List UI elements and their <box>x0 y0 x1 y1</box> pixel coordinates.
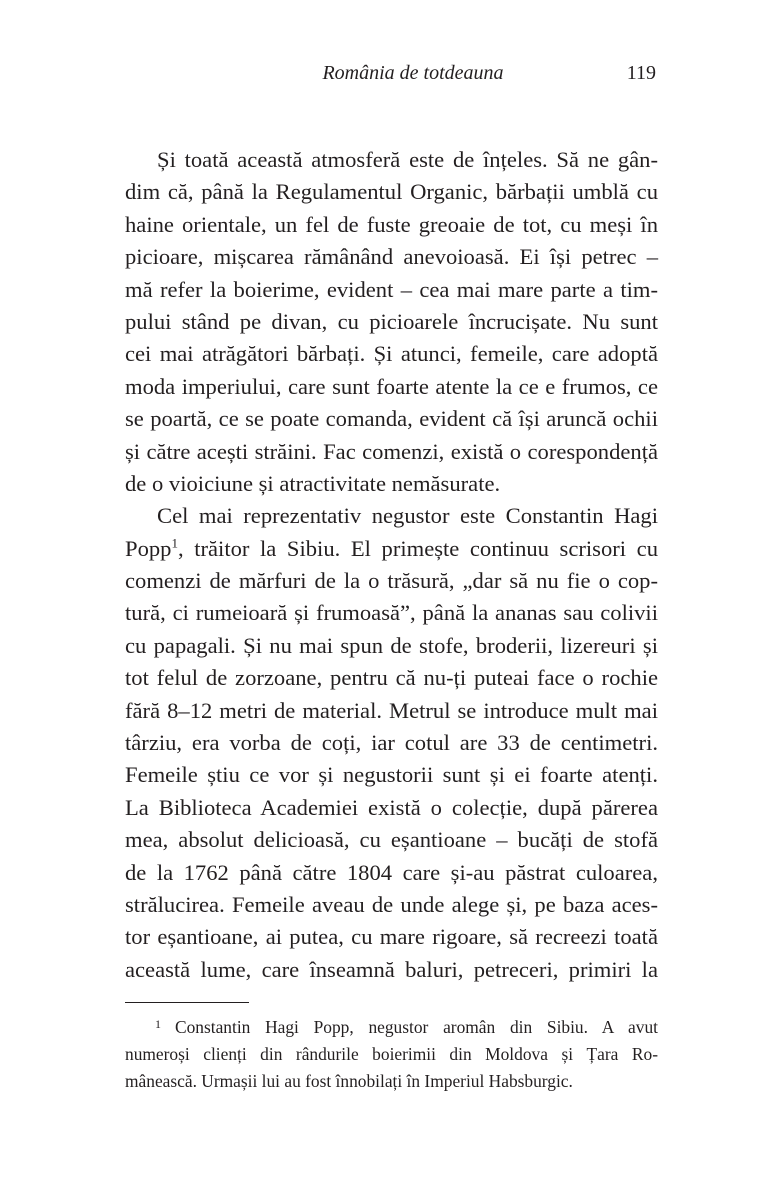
text-line: comenzi de mărfuri de la o trăsură, „dar să nu fie o cop- <box>125 568 658 594</box>
text-line: moda imperiului, care sunt foarte atente la ce e frumos, ce <box>125 373 658 399</box>
text-span: Popp <box>125 535 172 561</box>
text-line: La Biblioteca Academiei există o colecție, după părerea <box>125 794 658 820</box>
footnote-line: numeroși clienți din rândurile boierimii din Moldova și Țara Ro- <box>125 1044 658 1064</box>
text-line: această lume, care înseamnă baluri, petreceri, primiri la <box>125 956 658 982</box>
text-line: strălucirea. Femeile aveau de unde alege și, pe baza aces- <box>125 891 658 917</box>
text-line: picioare, mișcarea rămânând anevoioasă. Ei își petrec – <box>125 244 658 270</box>
body-text <box>125 144 658 986</box>
text-line: de la 1762 până către 1804 care și-au păstrat culoarea, <box>125 859 658 885</box>
text-line: târziu, era vorba de coți, iar cotul are 33 de centimetri. <box>125 730 658 756</box>
text-line: Femeile știu ce vor și negustorii sunt și ei foarte atenți. <box>125 762 658 788</box>
text-line: tor eșantioane, ai putea, cu mare rigoare, să recreezi toată <box>125 924 658 950</box>
text-line: dim că, până la Regulamentul Organic, bărbații umblă cu <box>125 179 658 205</box>
footnote-reference[interactable]: 1 <box>171 535 178 551</box>
text-line: mă refer la boierime, evident – cea mai mare parte a tim- <box>125 276 658 302</box>
text-span: , trăitor la Sibiu. El primește continuu scrisori cu <box>177 535 658 561</box>
text-line: de o vioiciune și atractivitate nemăsurate. <box>125 470 501 496</box>
text-span: Constantin Hagi Popp, negustor aromân din Sibiu. A avut <box>175 1017 658 1037</box>
text-line: cu papagali. Și nu mai spun de stofe, broderii, lizereuri și <box>125 632 658 658</box>
footnote-line <box>125 1014 658 1041</box>
text-line: Cel mai reprezentativ negustor este Constantin Hagi <box>157 503 658 529</box>
running-header-title: România de totdeauna <box>322 62 504 84</box>
page-number: 119 <box>626 62 656 84</box>
text-line: fără 8–12 metri de material. Metrul se introduce mult mai <box>125 697 658 723</box>
text-line: mea, absolut delicioasă, cu eșantioane – bucăți de stofă <box>125 827 658 853</box>
text-line: și către acești străini. Fac comenzi, există o corespondență <box>125 438 658 464</box>
text-line: tot felul de zorzoane, pentru că nu-ți puteai face o rochie <box>125 665 658 691</box>
text-line: pului stând pe divan, cu picioarele încrucișate. Nu sunt <box>125 308 658 334</box>
text-line: se poartă, ce se poate comanda, evident că își aruncă ochii <box>125 406 658 432</box>
text-line: tură, ci rumeioară și frumoasă”, până la ananas sau colivii <box>125 600 658 626</box>
footnote-line: mânească. Urmașii lui au fost înnobilați în Imperiul Habsburgic. <box>125 1071 573 1091</box>
text-line: haine orientale, un fel de fuste greoaie de tot, cu meși în <box>125 211 658 237</box>
footnote-separator <box>125 1002 249 1003</box>
text-line: Și toată această atmosferă este de înțeles. Să ne gân- <box>157 147 658 172</box>
footnote <box>125 1014 658 1095</box>
text-line <box>125 533 658 565</box>
footnote-number: 1 <box>155 1017 161 1031</box>
text-line: cei mai atrăgători bărbați. Și atunci, femeile, care adoptă <box>125 341 658 367</box>
